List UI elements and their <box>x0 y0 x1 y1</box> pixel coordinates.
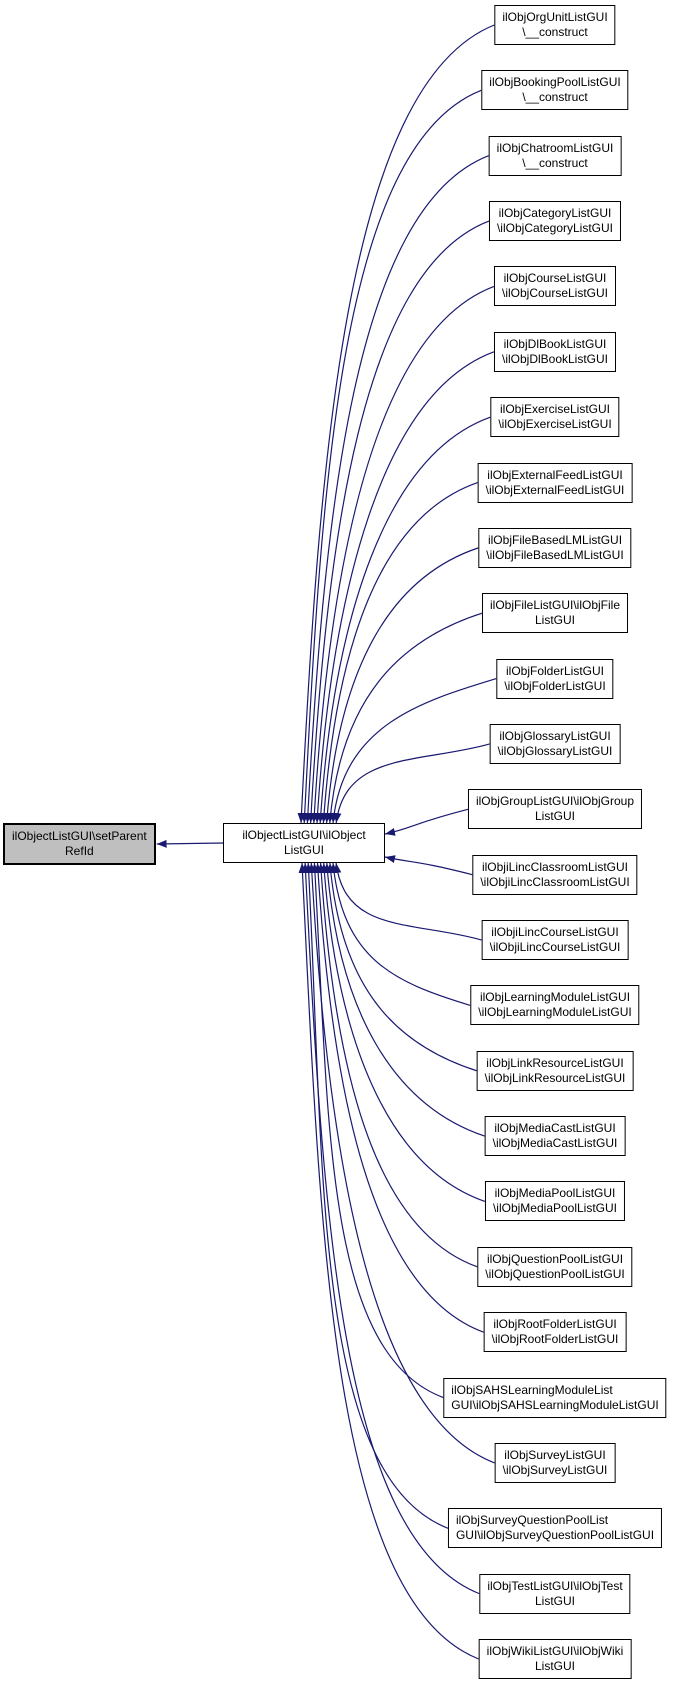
caller-label-line1: ilObjWikiListGUI\ilObjWiki <box>486 1644 624 1658</box>
call-edge <box>330 863 477 1071</box>
caller-label-line1: ilObjLearningModuleListGUI <box>479 990 631 1005</box>
caller-node-16[interactable] <box>477 1051 634 1091</box>
call-edge <box>333 863 470 1005</box>
call-edge <box>327 548 479 823</box>
caller-node-2[interactable] <box>489 136 622 176</box>
caller-label-line2: \ilObjLearningModuleListGUI <box>478 1005 632 1020</box>
caller-label-line2: \ilObjQuestionPoolListGUI <box>485 1266 625 1281</box>
caller-label-line2: \ilObjSurveyListGUI <box>502 1462 608 1477</box>
call-edge <box>336 863 482 940</box>
caller-label-line2: \ilObjFileBasedLMListGUI <box>486 547 624 562</box>
caller-label-line2: \__construct <box>522 25 588 39</box>
caller-node-12[interactable] <box>468 789 642 829</box>
node-label-line1: ilObjectListGUI\ilObject <box>242 828 366 842</box>
caller-label-line1: ilObjFileListGUI\ilObjFile <box>489 598 621 613</box>
caller-label-line2: \ilObjMediaPoolListGUI <box>492 1201 618 1216</box>
caller-label-line1: ilObjiLincClassroomListGUI <box>481 859 629 874</box>
caller-label-line1: ilObjSurveyQuestionPoolList <box>455 1513 609 1528</box>
caller-label-line1: ilObjRootFolderListGUI <box>493 1317 617 1332</box>
caller-label-line1: ilObjCourseListGUI <box>503 271 607 286</box>
caller-node-14[interactable] <box>482 920 629 960</box>
caller-label-line2: \ilObjRootFolderListGUI <box>491 1332 619 1347</box>
caller-node-4[interactable] <box>494 266 616 306</box>
caller-label-line2: \ilObjCategoryListGUI <box>496 221 614 236</box>
caller-label-line2: \ilObjCourseListGUI <box>501 286 609 301</box>
node-ilobjectlistgui-constructor[interactable] <box>223 823 385 863</box>
call-edge <box>317 352 494 823</box>
caller-label-line1: ilObjGlossaryListGUI <box>499 728 611 743</box>
caller-label-line1: ilObjBookingPoolListGUI <box>489 75 621 90</box>
caller-node-19[interactable] <box>477 1247 632 1287</box>
call-edge <box>336 744 489 823</box>
caller-node-3[interactable] <box>489 201 621 241</box>
call-edge <box>311 221 489 823</box>
caller-node-21[interactable] <box>443 1378 666 1418</box>
caller-label-line2: ListGUI <box>534 809 575 824</box>
call-edge <box>385 857 472 875</box>
caller-label-line1: ilObjMediaCastListGUI <box>494 1121 616 1136</box>
caller-label-line1: ilObjDlBookListGUI <box>503 336 607 351</box>
caller-node-23[interactable] <box>448 1508 662 1548</box>
caller-label-line1: ilObjFileBasedLMListGUI <box>487 532 623 547</box>
caller-label-line2: GUI\ilObjSAHSLearningModuleListGUI <box>451 1397 659 1412</box>
call-edge <box>320 417 490 823</box>
call-edge <box>327 863 485 1136</box>
caller-label-line1: ilObjQuestionPoolListGUI <box>486 1251 624 1266</box>
caller-label-line1: ilObjLinkResourceListGUI <box>486 1055 624 1070</box>
caller-label-line2: \ilObjLinkResourceListGUI <box>484 1070 626 1085</box>
caller-label-line1: ilObjFolderListGUI <box>505 663 605 678</box>
caller-node-8[interactable] <box>478 528 631 568</box>
caller-node-24[interactable] <box>479 1574 630 1614</box>
caller-node-22[interactable] <box>495 1443 616 1483</box>
node-setparentrefid <box>3 823 156 865</box>
caller-node-17[interactable] <box>485 1116 626 1156</box>
caller-label-line2: \ilObjGlossaryListGUI <box>497 743 613 758</box>
caller-label-line2: \ilObjFolderListGUI <box>504 678 606 693</box>
caller-node-9[interactable] <box>482 593 628 633</box>
caller-label-line1: ilObjCategoryListGUI <box>498 206 612 221</box>
caller-label-line2: ListGUI <box>534 613 575 628</box>
caller-node-11[interactable] <box>490 724 621 764</box>
caller-node-13[interactable] <box>472 855 637 895</box>
caller-label-line2: \ilObjiLincClassroomListGUI <box>480 874 630 889</box>
caller-label-line2: ListGUI <box>534 1659 576 1673</box>
caller-label-line1: ilObjSurveyListGUI <box>504 1447 606 1462</box>
node-label-line2: RefId <box>65 844 94 858</box>
caller-node-20[interactable] <box>484 1312 627 1352</box>
caller-label-line2: \ilObjExternalFeedListGUI <box>485 482 625 497</box>
caller-node-15[interactable] <box>470 985 639 1025</box>
caller-label-line1: ilObjMediaPoolListGUI <box>494 1186 616 1201</box>
caller-node-7[interactable] <box>478 463 633 503</box>
caller-node-18[interactable] <box>485 1181 625 1221</box>
caller-label-line1: ilObjChatroomListGUI <box>496 140 614 155</box>
call-edge <box>157 843 223 844</box>
caller-node-1[interactable] <box>481 70 628 110</box>
caller-label-line2: \ilObjExerciseListGUI <box>498 417 612 432</box>
caller-label-line1: ilObjTestListGUI\ilObjTest <box>487 1578 623 1593</box>
call-edge <box>385 809 468 834</box>
caller-label-line1: ilObjExternalFeedListGUI <box>487 467 623 482</box>
caller-label-line2: \ilObjDlBookListGUI <box>501 351 609 366</box>
caller-label-line2: GUI\ilObjSurveyQuestionPoolListGUI <box>455 1528 655 1543</box>
call-edge <box>314 286 494 823</box>
node-label-line2: ListGUI <box>283 843 324 857</box>
caller-label-line2: \ilObjMediaCastListGUI <box>492 1136 618 1151</box>
node-label-line1: ilObjectListGUI\setParent <box>12 829 147 843</box>
caller-node-10[interactable] <box>496 659 613 699</box>
call-edge <box>301 25 494 823</box>
caller-label-line1: ilObjGroupListGUI\ilObjGroup <box>475 794 635 809</box>
caller-label-line2: \__construct <box>522 90 588 105</box>
caller-node-6[interactable] <box>490 397 619 437</box>
caller-label-line1: ilObjOrgUnitListGUI <box>502 10 608 24</box>
caller-label-line2: \ilObjiLincCourseListGUI <box>489 940 621 955</box>
caller-label-line2: \__construct <box>522 155 588 170</box>
caller-node-25[interactable] <box>479 1639 632 1679</box>
caller-node-0[interactable] <box>494 5 615 45</box>
caller-label-line1: ilObjExerciseListGUI <box>499 402 611 417</box>
call-edge <box>311 863 494 1463</box>
caller-label-line1: ilObjSAHSLearningModuleList <box>451 1382 613 1397</box>
caller-label-line1: ilObjiLincCourseListGUI <box>491 925 619 940</box>
caller-node-5[interactable] <box>494 332 616 372</box>
caller-label-line2: ListGUI <box>534 1593 575 1608</box>
